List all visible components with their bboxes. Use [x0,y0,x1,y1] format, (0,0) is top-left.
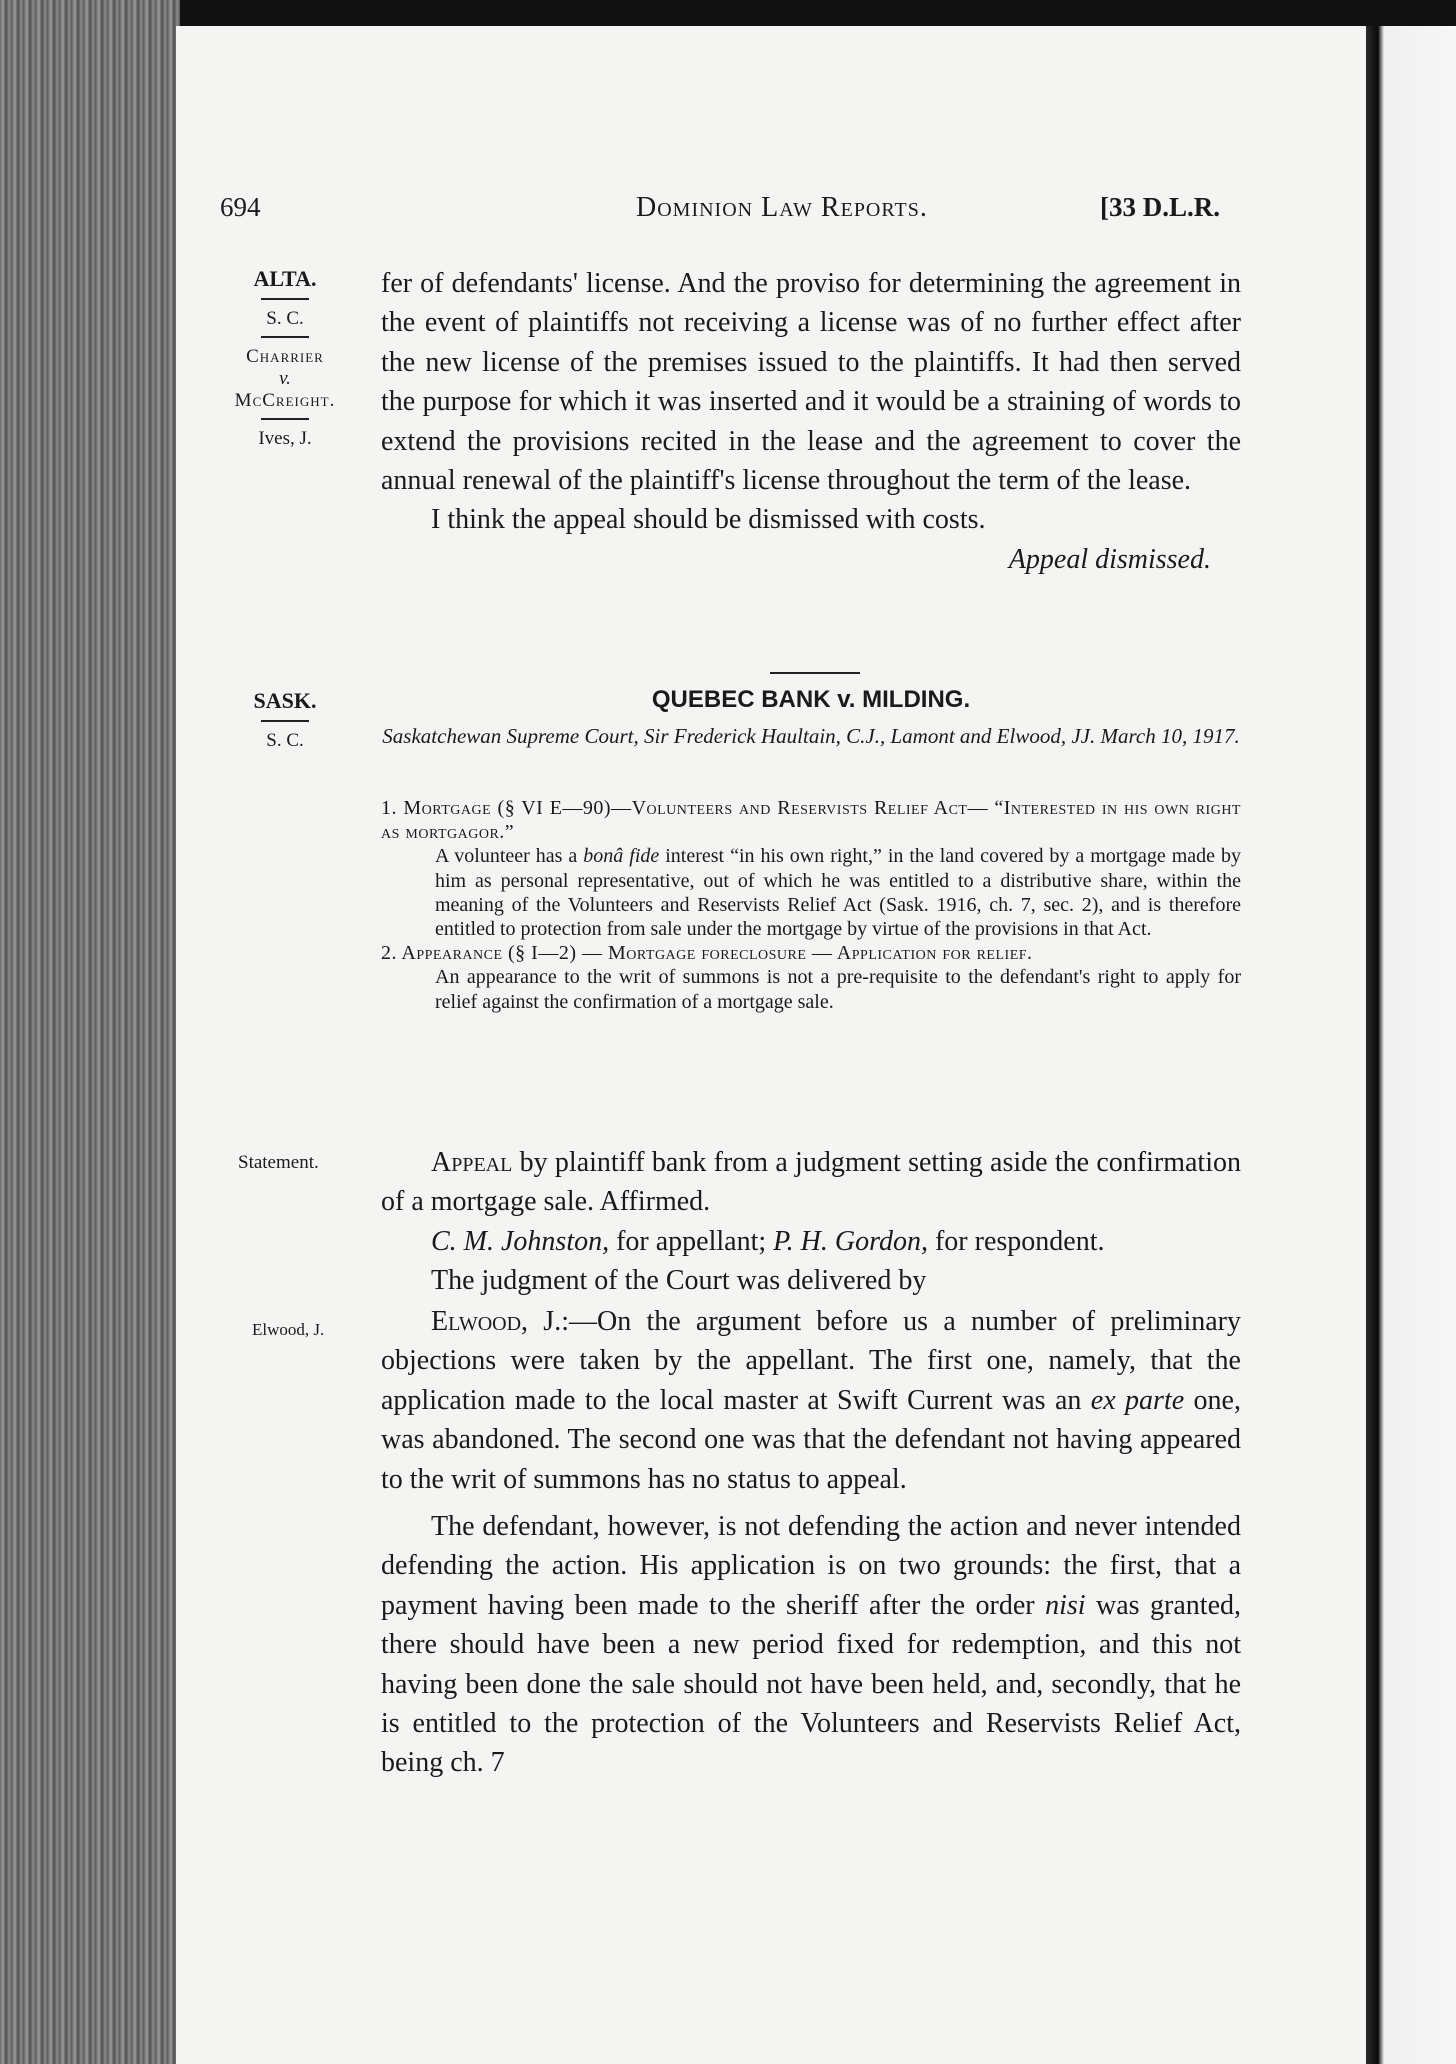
scanned-book-edge [0,0,180,2064]
margin-case-citation-2 [215,688,355,752]
judgment [381,1302,1241,1783]
case-title: QUEBEC BANK v. MILDING. [651,686,971,713]
case-separator-rule [770,672,860,674]
margin-rule [261,720,309,722]
headnote-text-1 [381,844,1241,941]
margin-rule [261,418,309,420]
margin-rule [261,298,309,300]
margin-party-1: Charrier [246,346,324,367]
margin-court: S. C. [266,308,304,329]
judgment-italic: nisi [1045,1589,1086,1621]
margin-court: S. C. [266,730,304,751]
headnote-text: interest “in his own right,” in the land covered by a mortgage made by him as personal representative, out of which he was entitled to a distributive share, within the meaning of the Volunteers and Reservists Relief Act (Sask. 1916, ch. 7, sec. 2), and is therefore entitled to protection from sale under the mortgage by virtue of the provisions in that Act. [435,845,1242,941]
headnote-heading-1: 1. Mortgage (§ VI E—90)—Volunteers and Reservists Relief Act— “Interested in his own right as mortgagor.” [381,797,1241,844]
page-number: 694 [220,192,261,222]
court-line: Saskatchewan Supreme Court, Sir Frederick Haultain, C.J., Lamont and Elwood, JJ. March 10, 1917. [382,724,1240,748]
headnote-text: A volunteer has a [435,845,584,868]
counsel-role: for respondent. [927,1225,1105,1257]
counsel-line [381,1222,1241,1261]
counsel-role: for appellant; [609,1225,774,1257]
judgment-paragraph-2 [381,1507,1241,1783]
headnote-heading-2: 2. Appearance (§ I—2) — Mortgage foreclosure — Application for relief. [381,942,1033,965]
margin-judge-elwood: Elwood, J. [252,1320,325,1339]
statement-paragraph [381,1143,1241,1222]
judgment-text: :—On the argument before us a number of preliminary objections were taken by the appellant. The first one, namely, that the application made to the local master at Swift Current was an [381,1306,1241,1416]
judgment-italic: ex parte [1090,1384,1185,1416]
counsel-appellant: C. M. Johnston, [431,1225,610,1257]
delivered-by: The judgment of the Court was delivered by [431,1265,927,1297]
margin-versus: v. [279,368,291,389]
judge-lead: Elwood, J. [431,1306,562,1337]
counsel-respondent: P. H. Gordon, [773,1225,928,1257]
headnote-italic: bonâ fide [583,845,660,868]
margin-party-2: McCreight. [234,390,336,411]
headnotes [381,796,1241,1014]
judgment-text: one, was abandoned. The second one was that the defendant not having appeared to the writ of summons has no status to appeal. [381,1384,1241,1495]
facing-page-edge [1366,26,1456,2064]
statement [381,1143,1241,1301]
volume-reference: [33 D.L.R. [1100,192,1220,222]
margin-province: ALTA. [253,266,317,291]
running-title: Dominion Law Reports. [636,192,928,223]
margin-judge: Ives, J. [258,428,312,449]
judgment-text: The defendant, however, is not defending the action and never intended defending the action. His application is on two grounds: the first, that a payment having been made to the sheriff after the order [381,1511,1241,1621]
statement-lead: Appeal [431,1147,513,1178]
margin-case-citation [215,266,355,450]
margin-rule [261,336,309,338]
headnote-text-2: An appearance to the writ of summons is not a pre-requisite to the defendant's right to apply for relief against the confirmation of a mortgage sale. [435,966,1241,1013]
paragraph: fer of defendants' license. And the proviso for determining the agreement in the event of plaintiffs not receiving a license was of no further effect after the new license of the premises issued to the plaintiffs. It had then served the purpose for which it was inserted and it would be a straining of words to extend the provisions recited in the lease and the agreement to cover the annual renewal of the plaintiff's license throughout the term of the lease. [381,268,1241,497]
margin-province: SASK. [253,688,317,713]
disposition: Appeal dismissed. [1008,543,1211,575]
judgment-text: was granted, there should have been a new period fixed for redemption, and this not having been done the sale should not have been held, and, secondly, that he is entitled to the protection of the Volunteers and Reservists Relief Act, being ch. 7 [381,1589,1241,1779]
judgment-paragraph-1 [381,1302,1241,1499]
paragraph: I think the appeal should be dismissed with costs. [431,504,986,536]
continued-opinion [381,264,1241,579]
margin-statement: Statement. [238,1152,319,1173]
statement-text: by plaintiff bank from a judgment setting aside the confirmation of a mortgage sale. Affirmed. [381,1147,1241,1218]
